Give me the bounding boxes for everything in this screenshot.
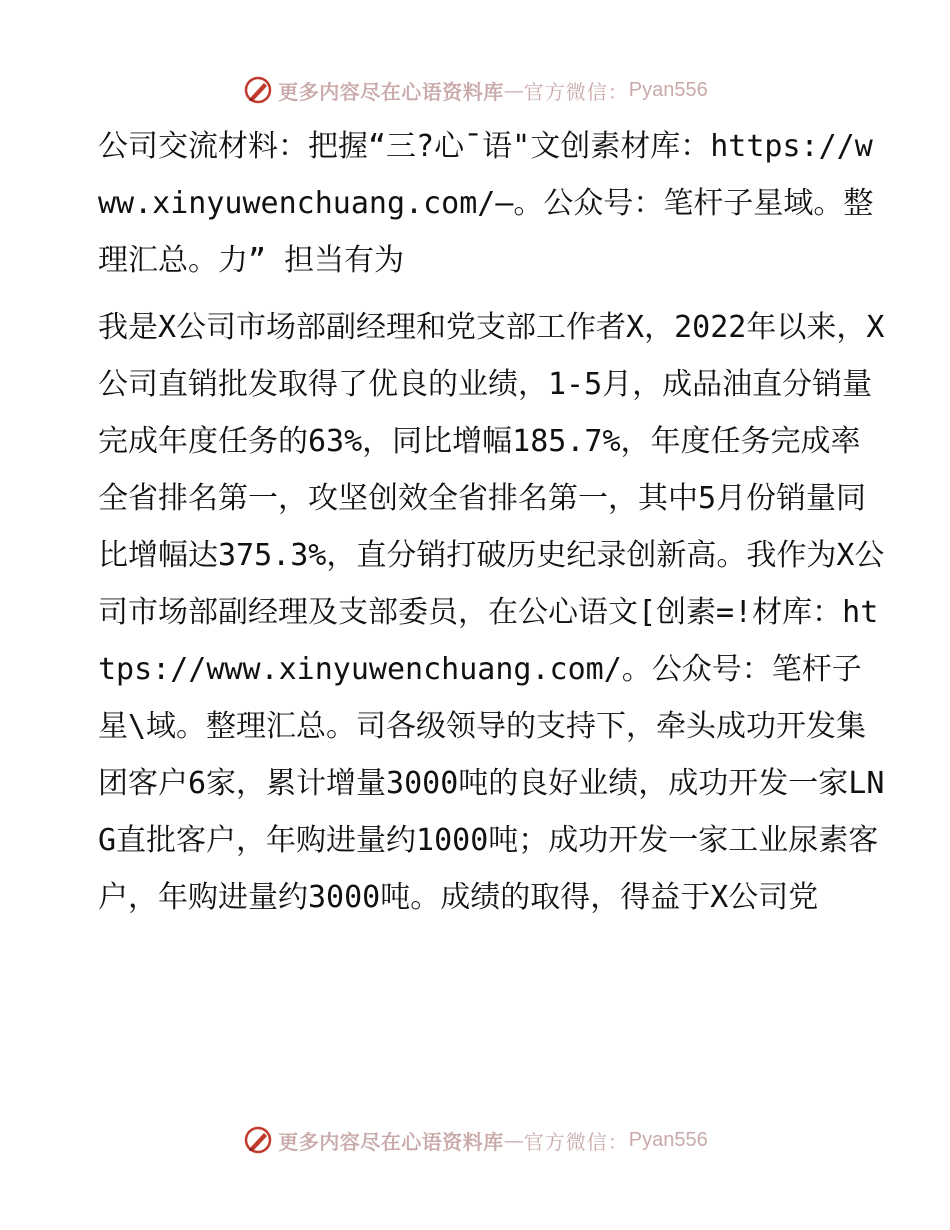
banner-main-text: 更多内容尽在心语资料库	[278, 79, 504, 104]
pen-logo-icon	[242, 74, 274, 106]
footer-watermark-banner	[0, 1120, 950, 1160]
header-watermark-banner	[0, 70, 950, 110]
paragraph-title: 公司交流材料：把握“三?心¯语"文创素材库：https://www.xinyuwenchuang.com/—。公众号：笔杆子星域。整理汇总。力” 担当有为	[98, 129, 874, 278]
banner-wechat-label: 官方微信：	[523, 1129, 629, 1154]
banner-wechat-label: 官方微信：	[523, 79, 629, 104]
banner-main-text: 更多内容尽在心语资料库	[278, 1129, 504, 1154]
banner-wechat-id: Pyan556	[628, 1128, 708, 1151]
banner-separator: —	[503, 1128, 524, 1152]
document-body	[98, 118, 888, 926]
banner-separator: —	[503, 78, 524, 102]
banner-wechat-id: Pyan556	[628, 78, 708, 101]
paragraph-body: 我是X公司市场部副经理和党支部工作者X，2022年以来，X公司直销批发取得了优良的业绩，1-5月，成品油直分销量完成年度任务的63%，同比增幅185.7%，年度任务完成率全省排名第一，攻坚创效全省排名第一，其中5月份销量同比增幅达375.3%，直分销打破历史纪录创新高。我作为X公司市场部副经理及支部委员，在公心语文[创素=!材库：https://www.xinyuwenchuang.com/。公众号：笔杆子星\域。整理汇总。司各级领导的支持下，牵头成功开发集团客户6家，累计增量3000吨的良好业绩，成功开发一家LNG直批客户，年购进量约1000吨；成功开发一家工业尿素客户，年购进量约3000吨。成绩的取得，得益于X公司党	[98, 310, 885, 915]
pen-logo-icon	[242, 1124, 274, 1156]
